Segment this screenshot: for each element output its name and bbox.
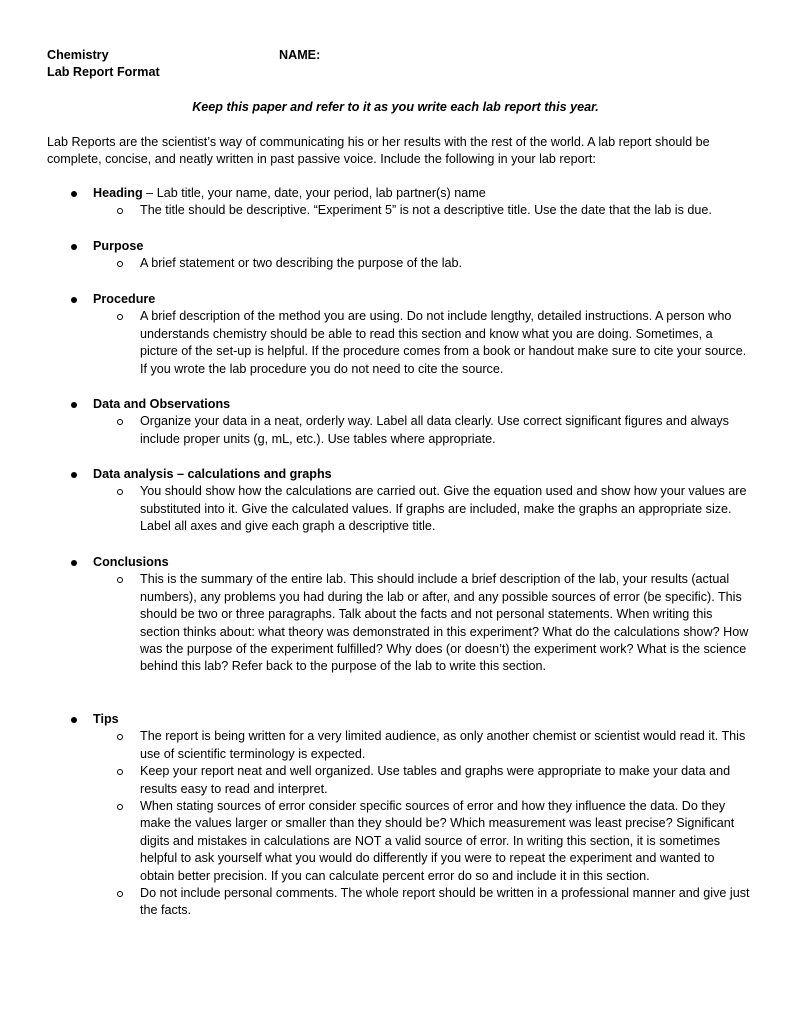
bullet-icon: [71, 297, 77, 303]
section-title: Data and Observations: [93, 397, 231, 411]
list-item-text: This is the summary of the entire lab. This should include a brief description of the lab, your results (actual numbers), any problems you had during the lab or after, and any possible sources of error (be specific). This should be two or three paragraphs. Talk about the facts and not personal statements. When writing this section thinks about: what theory was demonstrated in this experiment? What do the calculations show? How was the purpose of the experiment fulfilled? Why does (or doesn’t) the experiment work? What is the science behind this lab? Refer back to the purpose of the lab to write this section.: [140, 572, 749, 674]
section-title-row: [47, 711, 752, 728]
list-item-text: The report is being written for a very limited audience, as only another chemist or scientist would read it. This use of scientific terminology is expected.: [140, 729, 746, 761]
section-items: [47, 308, 752, 378]
section-title: Heading: [93, 186, 143, 200]
section-title-row: [47, 291, 752, 308]
circle-bullet-icon: [117, 804, 123, 810]
section-items: [47, 483, 752, 535]
list-item: [47, 308, 752, 378]
list-item: [47, 202, 752, 219]
circle-bullet-icon: [117, 314, 123, 320]
circle-bullet-icon: [117, 261, 123, 267]
section-title-row: [47, 396, 752, 413]
circle-bullet-icon: [117, 891, 123, 897]
section-title-row: [47, 185, 752, 202]
bullet-icon: [71, 244, 77, 250]
bullet-icon: [71, 560, 77, 566]
bullet-icon: [71, 191, 77, 197]
name-label: NAME:: [279, 48, 321, 62]
list-item: [47, 413, 752, 448]
section-title-row: [47, 238, 752, 255]
list-item: [47, 763, 752, 798]
section-tips: [47, 711, 752, 920]
circle-bullet-icon: [117, 577, 123, 583]
list-item: [47, 571, 752, 675]
circle-bullet-icon: [117, 208, 123, 214]
section-title: Conclusions: [93, 555, 169, 569]
bullet-icon: [71, 402, 77, 408]
section-conclusions: [47, 554, 752, 676]
circle-bullet-icon: [117, 734, 123, 740]
section-items: [47, 728, 752, 919]
list-item-text: The title should be descriptive. “Experiment 5” is not a descriptive title. Use the date that the lab is due.: [140, 203, 712, 218]
section-items: [47, 571, 752, 675]
list-item: [47, 798, 752, 885]
section-title: Procedure: [93, 292, 156, 306]
section-data-analysis: [47, 466, 752, 536]
list-item: [47, 255, 752, 272]
list-item-text: Organize your data in a neat, orderly way. Label all data clearly. Use correct significant figures and always include proper units (g, mL, etc.). Use tables where appropriate.: [140, 414, 729, 446]
section-title-row: [47, 466, 752, 483]
bullet-icon: [71, 717, 77, 723]
section-heading: [47, 185, 752, 220]
list-item-text: Do not include personal comments. The whole report should be written in a professional manner and give just the facts.: [140, 886, 750, 918]
instruction-note: Keep this paper and refer to it as you write each lab report this year.: [192, 100, 599, 114]
list-item-text: A brief description of the method you are using. Do not include lengthy, detailed instructions. A person who understands chemistry should be able to read this section and know what you are doing. Sometimes, a picture of the set-up is helpful. If the procedure comes from a book or handout make sure to cite your source. If you wrote the lab procedure you do not need to cite the source.: [140, 309, 747, 376]
list-item-text: You should show how the calculations are carried out. Give the equation used and show how your values are substituted into it. Give the calculated values. If graphs are included, make the graphs an appropriate size. Label all axes and give each graph a descriptive title.: [140, 484, 747, 534]
list-item-text: When stating sources of error consider specific sources of error and how they influence the data. Do they make the values larger or smaller than they should be? Which measurement was least precise? Significant digits and mistakes in calculations are NOT a valid source of error. In writing this section, it is sometimes helpful to ask yourself what you would do differently if you were to repeat the experiment and wanted to obtain better precision. If you can calculate percent error do so and include it in this section.: [140, 799, 735, 883]
bullet-icon: [71, 472, 77, 478]
list-item: [47, 885, 752, 920]
section-title: Tips: [93, 712, 119, 726]
circle-bullet-icon: [117, 489, 123, 495]
section-items: [47, 413, 752, 448]
intro-paragraph: Lab Reports are the scientist’s way of communicating his or her results with the rest of the world. A lab report should be complete, concise, and neatly written in past passive voice. Include the following in your lab report:: [47, 135, 710, 167]
section-items: [47, 255, 752, 272]
section-title-row: [47, 554, 752, 571]
document-title: Lab Report Format: [47, 65, 160, 79]
section-data-observations: [47, 396, 752, 448]
section-purpose: [47, 238, 752, 273]
section-title: Data analysis – calculations and graphs: [93, 467, 332, 481]
list-item: [47, 728, 752, 763]
section-title: Purpose: [93, 239, 144, 253]
list-item: [47, 483, 752, 535]
list-item-text: Keep your report neat and well organized. Use tables and graphs were appropriate to make your data and results easy to read and interpret.: [140, 764, 731, 796]
section-procedure: [47, 291, 752, 378]
circle-bullet-icon: [117, 769, 123, 775]
list-item-text: A brief statement or two describing the purpose of the lab.: [140, 256, 463, 271]
section-items: [47, 202, 752, 219]
circle-bullet-icon: [117, 419, 123, 425]
subject-label: Chemistry: [47, 48, 109, 62]
section-title-suffix: – Lab title, your name, date, your period, lab partner(s) name: [142, 186, 486, 200]
